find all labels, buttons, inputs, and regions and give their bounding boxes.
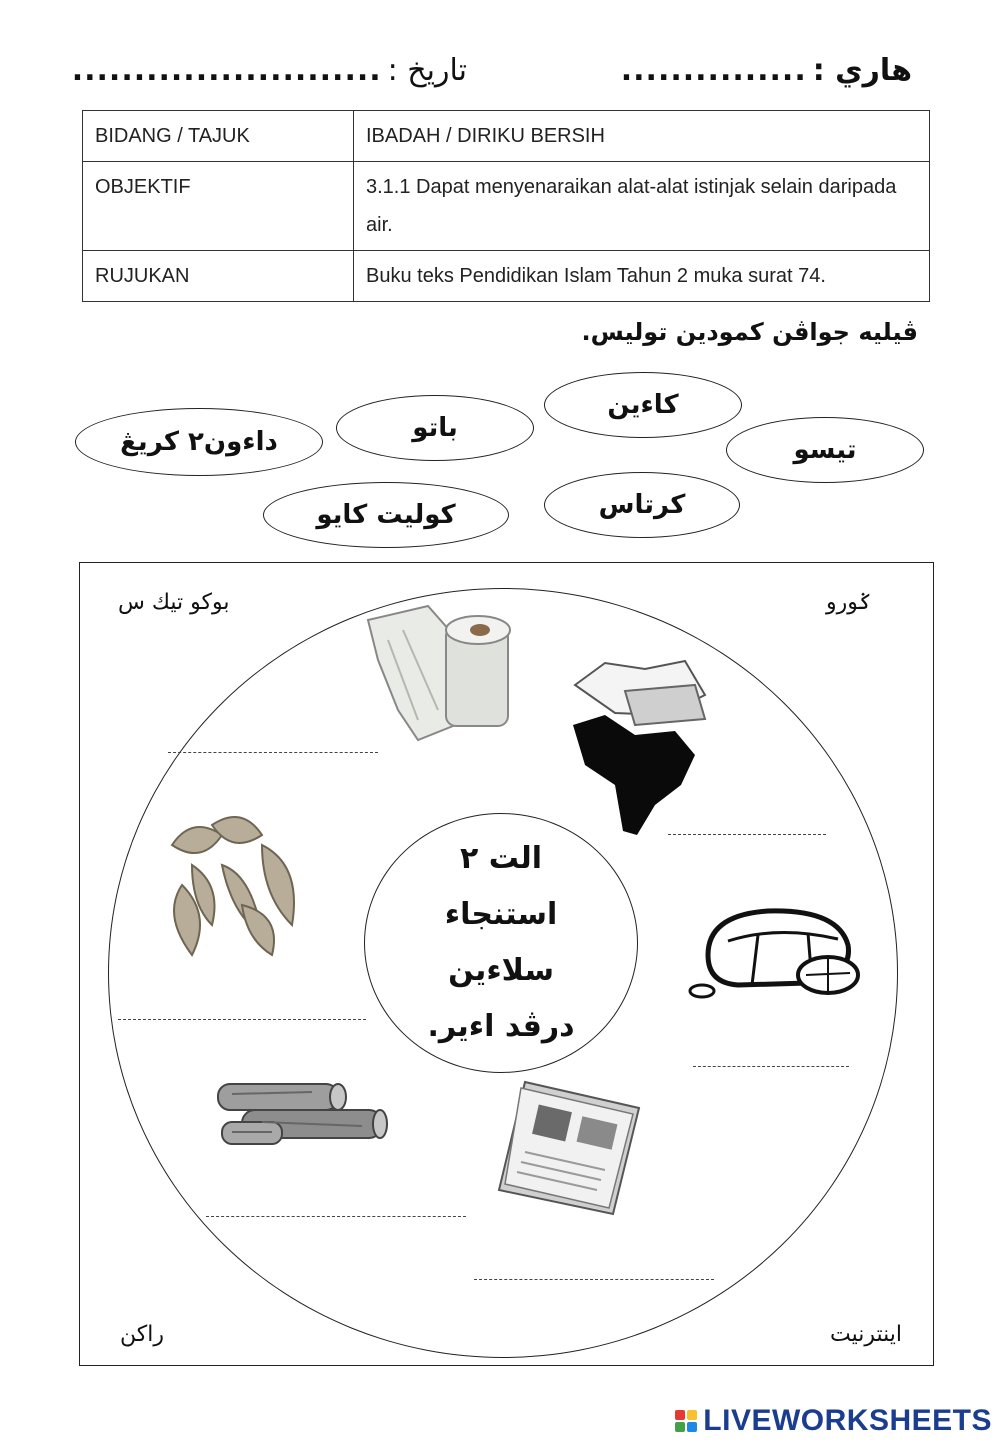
table-cell-value: IBADAH / DIRIKU BERSIH xyxy=(354,111,930,162)
logo-square xyxy=(687,1410,697,1420)
word-kulit-kayu[interactable]: كوليت كايو xyxy=(263,482,509,548)
answer-line-leaves[interactable] xyxy=(118,1019,366,1020)
tree-bark-picture xyxy=(212,1070,388,1160)
answer-line-newspaper[interactable] xyxy=(474,1279,714,1280)
table-row xyxy=(83,162,930,251)
date-dots[interactable]: ......................... xyxy=(71,52,382,88)
table-row xyxy=(83,111,930,162)
center-line-4: درڤد اءير. xyxy=(427,1009,575,1044)
info-table xyxy=(82,110,930,302)
table-cell-label: RUJUKAN xyxy=(83,251,354,302)
logo-square xyxy=(687,1422,697,1432)
answer-line-stone[interactable] xyxy=(693,1066,849,1067)
word-kertas[interactable]: كرتاس xyxy=(544,472,740,538)
answer-line-tissue[interactable] xyxy=(168,752,378,753)
day-dots[interactable]: ............... xyxy=(620,52,807,88)
logo-square xyxy=(675,1410,685,1420)
center-line-1: الت ٢ xyxy=(459,841,543,876)
table-row xyxy=(83,251,930,302)
center-line-2: استنجاء xyxy=(444,897,558,932)
center-circle xyxy=(364,813,638,1073)
word-tisu[interactable]: تيسو xyxy=(726,417,924,483)
corner-bottom-right: اينترنيت xyxy=(830,1322,903,1347)
word-batu[interactable]: باتو xyxy=(336,395,534,461)
answer-line-cloth[interactable] xyxy=(668,834,826,835)
brand-name: LIVEWORKSHEETS xyxy=(703,1404,992,1437)
table-cell-value: Buku teks Pendidikan Islam Tahun 2 muka surat 74. xyxy=(354,251,930,302)
answer-line-bark[interactable] xyxy=(206,1216,466,1217)
word-daun-kering[interactable]: داءون٢ كريڠ xyxy=(75,408,323,476)
dry-leaves-picture xyxy=(152,805,312,965)
day-label: هاري : xyxy=(812,52,912,88)
logo-squares-icon xyxy=(675,1410,697,1432)
day-field xyxy=(612,48,912,92)
newspaper-picture xyxy=(495,1078,645,1218)
date-label: تاريخ : xyxy=(387,52,467,88)
table-cell-label: BIDANG / TAJUK xyxy=(83,111,354,162)
stone-picture xyxy=(688,895,868,1005)
corner-top-right: ݢورو xyxy=(826,590,872,615)
table-cell-value: 3.1.1 Dapat menyenaraikan alat-alat istinjak selain daripada air. xyxy=(354,162,930,251)
corner-bottom-left: راكن xyxy=(120,1322,164,1347)
instruction-text: ڤيليه جواڤن كمودين توليس. xyxy=(581,318,918,346)
liveworksheets-logo xyxy=(675,1404,992,1438)
logo-square xyxy=(675,1422,685,1432)
tissue-roll-picture xyxy=(358,600,518,748)
corner-top-left: بوكو تيك س xyxy=(118,590,230,615)
table-cell-label: OBJEKTIF xyxy=(83,162,354,251)
date-field xyxy=(71,48,467,92)
cloth-picture xyxy=(565,655,715,837)
word-kain[interactable]: كاءين xyxy=(544,372,742,438)
center-line-3: سلاءين xyxy=(448,953,554,988)
